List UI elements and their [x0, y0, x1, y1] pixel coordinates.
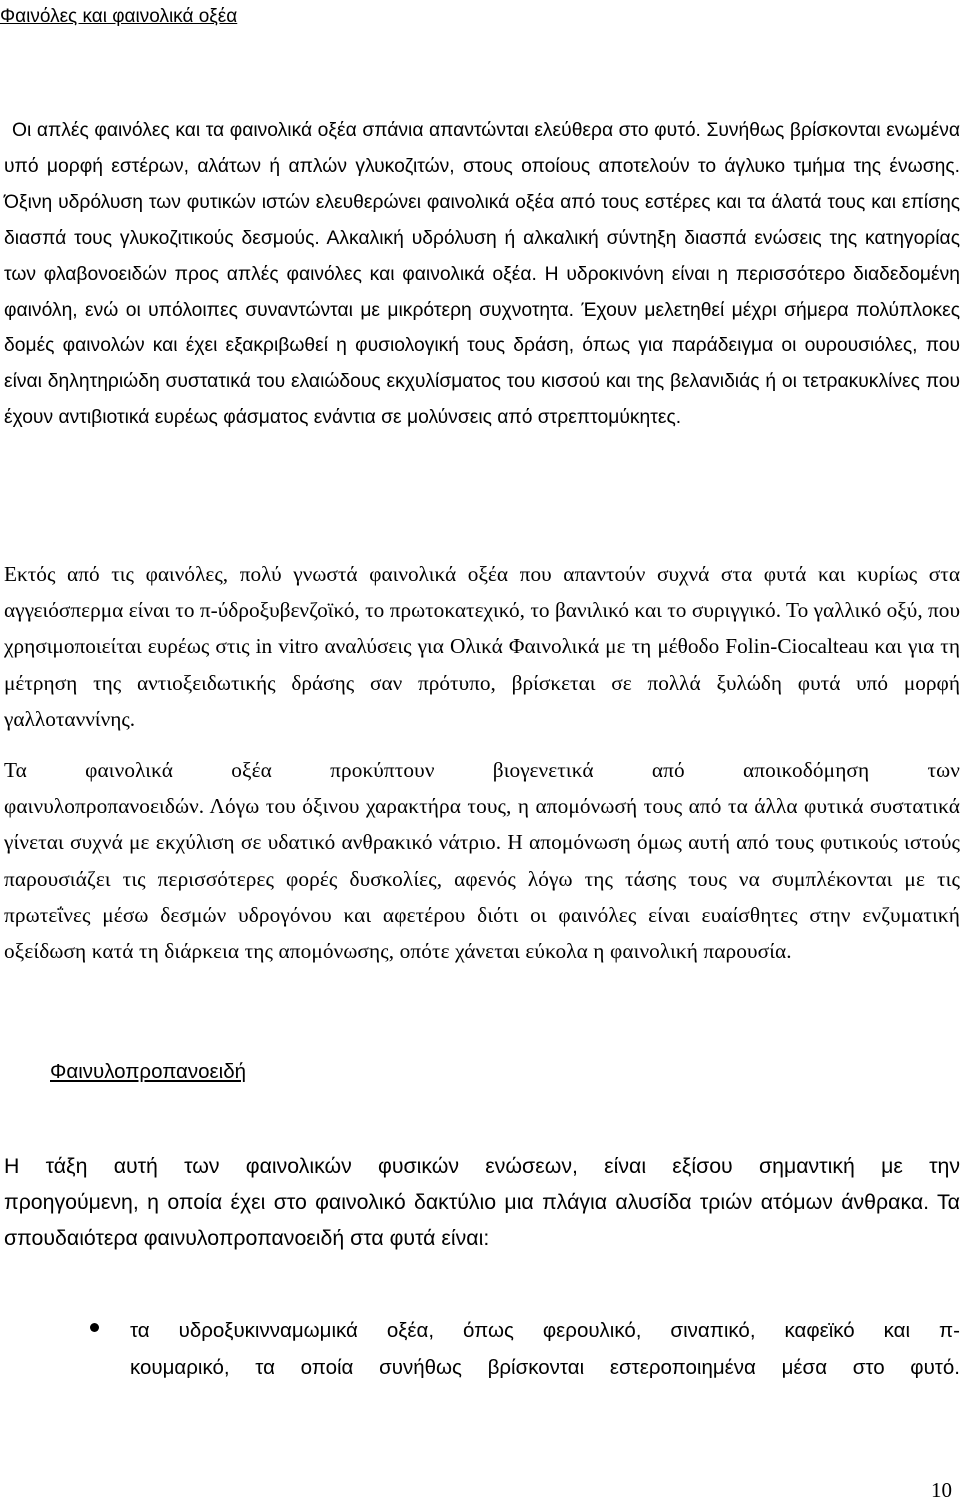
bullet-icon [90, 1323, 99, 1332]
bullet-item-line: κουμαρικό, τα οποία συνήθως βρίσκονται εστεροποιημένα μέσα στο φυτό. [130, 1355, 960, 1379]
paragraph-biogenesis [4, 752, 960, 969]
paragraph-text: προηγούμενη, η οποία έχει στο φαινολικό δακτύλιο μια πλάγια αλυσίδα τριών ατόμων άνθρακα. Τα σπουδαιότερα φαινυλοπροπανοειδή στα φυτά είναι: [4, 1190, 960, 1251]
paragraph-first-line: Η τάξη αυτή των φαινολικών φυσικών ενώσεων, είναι εξίσου σημαντική με την [4, 1154, 960, 1178]
paragraph-text: Εκτός από τις φαινόλες, πολύ γνωστά φαινολικά οξέα που απαντούν συχνά στα φυτά και κυρίως στα αγγειόσπερμα είναι το π-ύδροξυβενζοϊκό, το πρωτοκατεχικό, το βανιλικό και το συριγγικό. Το γαλλικό οξύ, που χρησιμοποιείται ευρέως στις in vitro αναλύσεις για Ολικά Φαινολικά με τη μέθοδο Folin-Ciocalteau και για τη μέτρηση της αντιοξειδωτικής δράσης σαν πρότυπο, βρίσκεται σε πολλά ξυλώδη φυτά υπό μορφή γαλλοταννίνης. [4, 562, 960, 731]
paragraph-phenylpropanoids [4, 1148, 960, 1257]
paragraph-text: φαινυλοπροπανοειδών. Λόγω του όξινου χαρακτήρα τους, η απομόνωσή τους από τα άλλα φυτικά συστατικά γίνεται συχνά με εκχύλιση σε υδατικό ανθρακικό νάτριο. Η απομόνωση όμως αυτή από τους φυτικούς ιστούς παρουσιάζει τις περισσότερες φορές δυσκολίες, αφενός λόγω της τάσης τους να συμπλέκονται με τις πρωτεΐνες μέσω δεσμών υδρογόνου και αφετέρου διότι οι φαινόλες είναι ευαίσθητες στην ενζυματική οξείδωση κατά τη διάρκεια της απομόνωσης, οπότε χάνεται εύκολα η φαινολική παρουσία. [4, 794, 960, 964]
bullet-item-line: τα υδροξυκινναμωμικά οξέα, όπως φερουλικό, σιναπικό, καφεϊκό και π- [130, 1319, 960, 1342]
section-heading: Φαινυλοπροπανοειδή [50, 1060, 247, 1083]
paragraph-text: Οι απλές φαινόλες και τα φαινολικά οξέα σπάνια απαντώνται ελεύθερα στο φυτό. Συνήθως βρίσκονται ενωμένα υπό μορφή εστέρων, αλάτων ή απλών γλυκοζιτών, στους οποίους αποτελούν το άγλυκο τμήμα της ένωσης. Όξινη υδρόλυση των φυτικών ιστών ελευθερώνει φαινολικά οξέα από τους εστέρες και τα άλατά τους και επίσης διασπά τους γλυκοζιτικούς δεσμούς. Αλκαλική υδρόλυση ή αλκαλική σύντηξη διασπά ενώσεις της κατηγορίας των φλαβονοειδών προς απλές φαινόλες και φαινολικά οξέα. Η υδροκινόνη είναι η περισσότερο διαδεδομένη φαινόλη, ενώ οι υπόλοιπες συναντώνται με μικρότερη συχνοτητα. Έχουν μελετηθεί μέχρι σήμερα πολύπλοκες δομές φαινολών και έχει εξακριβωθεί η φυσιολογική τους δράση, όπως για παράδειγμα οι ουρουσιόλες, που είναι δηλητηριώδη συστατικά του ελαιώδους εκχυλίσματος του κισσού και της βελανιδιάς ή οι τετρακυκλίνες που έχουν αντιβιοτικά ευρέως φάσματος ενάντια σε μολύνσεις από στρεπτομύκητες. [4, 120, 960, 429]
paragraph-phenolic-acids [4, 556, 960, 737]
page-title: Φαινόλες και φαινολικά οξέα [0, 6, 238, 27]
paragraph-simple-phenols [4, 113, 960, 436]
paragraph-first-line: Τα φαινολικά οξέα προκύπτουν βιογενετικά από αποικοδόμηση των [4, 758, 960, 782]
page-number: 10 [931, 1478, 952, 1502]
